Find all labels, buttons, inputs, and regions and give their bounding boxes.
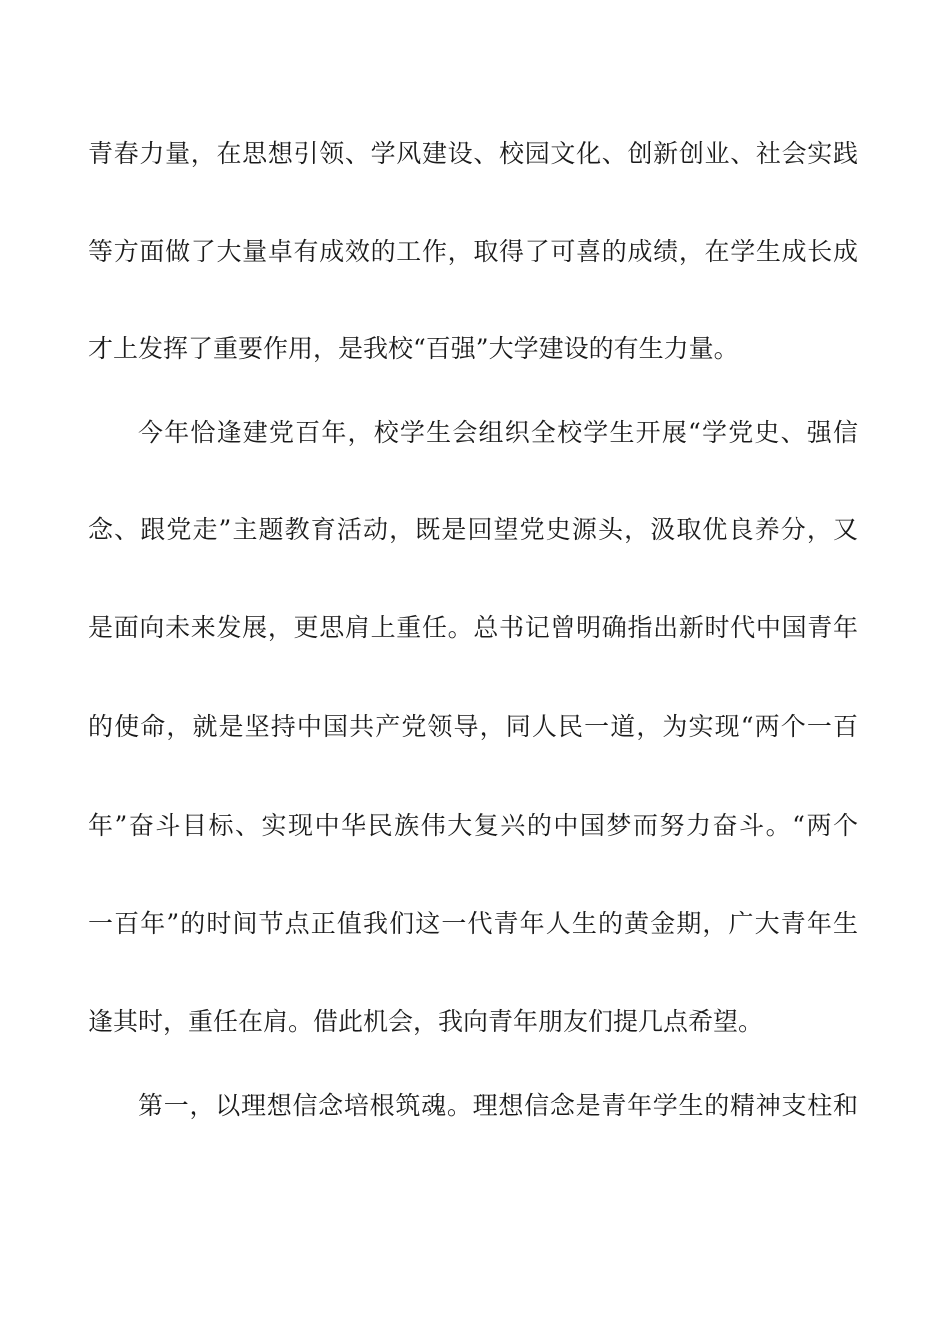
text-line: 年”奋斗目标、实现中华民族伟大复兴的中国梦而努力奋斗。“两个: [88, 811, 858, 840]
text-line: 等方面做了大量卓有成效的工作，取得了可喜的成绩，在学生成长成: [88, 237, 858, 266]
text-line: 才上发挥了重要作用，是我校“百强”大学建设的有生力量。: [88, 334, 739, 363]
text-line: 逢其时，重任在肩。借此机会，我向青年朋友们提几点希望。: [88, 1007, 764, 1036]
text-line: 念、跟党走”主题教育活动，既是回望党史源头，汲取优良养分，又: [88, 515, 858, 544]
text-line: 的使命，就是坚持中国共产党领导，同人民一道，为实现“两个一百: [88, 712, 858, 741]
text-line: 一百年”的时间节点正值我们这一代青年人生的黄金期，广大青年生: [88, 909, 858, 938]
text-line: 青春力量，在思想引领、学风建设、校园文化、创新创业、社会实践: [88, 139, 858, 168]
paragraph-first-line: 第一，以理想信念培根筑魂。理想信念是青年学生的精神支柱和: [138, 1091, 858, 1120]
paragraph-first-line: 今年恰逢建党百年，校学生会组织全校学生开展“学党史、强信: [138, 418, 858, 447]
text-line: 是面向未来发展，更思肩上重任。总书记曾明确指出新时代中国青年: [88, 613, 858, 642]
